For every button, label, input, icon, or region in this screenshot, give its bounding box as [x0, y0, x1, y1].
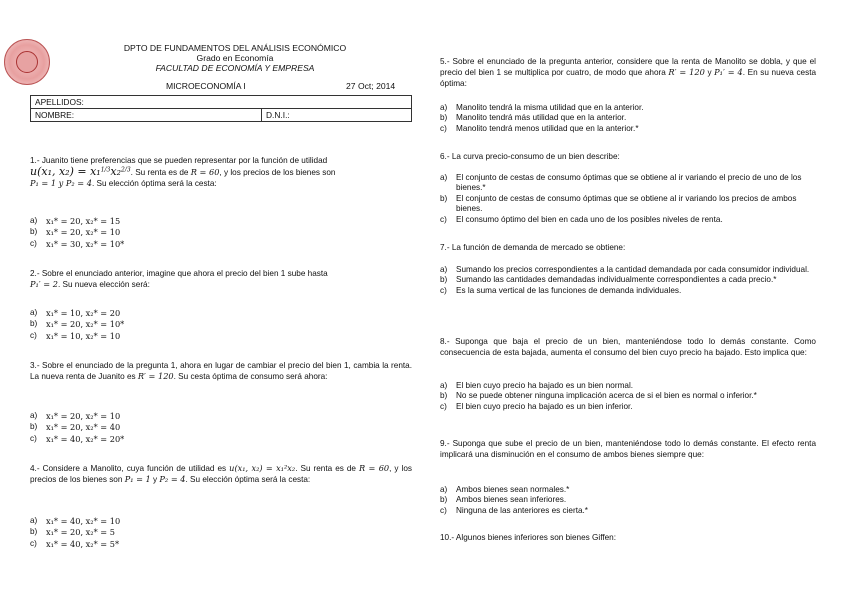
q9-options	[440, 485, 816, 516]
question-4	[30, 463, 412, 485]
q1-text-b: . Su renta es de	[130, 168, 189, 178]
q7-option-b[interactable]: b) Sumando las cantidades demandadas individualmente correspondientes a cada precio.*	[440, 275, 777, 285]
q3-options	[30, 411, 410, 445]
department-title: DPTO DE FUNDAMENTOS DEL ANÁLISIS ECONÓMICO	[123, 43, 347, 53]
q4-price2: P₂ = 4	[159, 474, 186, 485]
q7-options	[440, 265, 816, 296]
q1-x2: x₂	[110, 165, 121, 179]
q8-option-a[interactable]: a) El bien cuyo precio ha bajado es un bien normal.	[440, 381, 634, 390]
q2-statement: 2.- Sobre el enunciado anterior, imagine que ahora el precio del bien 1 sube hasta	[30, 269, 328, 278]
q1-options	[30, 216, 410, 250]
q1-income: R = 60	[190, 167, 220, 178]
question-2	[30, 268, 412, 290]
q4-price1: P₁ = 1	[124, 474, 151, 485]
q1-text-c: , y los precios de los bienes son	[219, 168, 336, 178]
question-8: 8.- Suponga que baja el precio de un bien, manteniéndose todo lo demás constante. Como consecuencia de esta bajada, aumenta el consumo del bien cuyo precio ha bajado. Esto implica que:	[440, 337, 816, 358]
nombre-field[interactable]: NOMBRE:	[31, 109, 262, 122]
q9-option-c[interactable]: c) Ninguna de las anteriores es cierta.*	[440, 505, 588, 515]
q3-text-b: . Su cesta óptima de consumo será ahora:	[173, 372, 328, 382]
q1-option-b[interactable]: b) x₁* = 20, x₂* = 10	[30, 227, 121, 238]
q2-option-c[interactable]: c) x₁* = 10, x₂* = 10	[30, 330, 121, 341]
student-id-form	[30, 95, 412, 122]
q5-income: R′ = 120	[668, 67, 705, 78]
q8-options	[440, 381, 816, 412]
q2-text-b: . Su nueva elección será:	[57, 280, 150, 290]
q5-option-c[interactable]: c) Manolito tendrá menos utilidad que en la anterior.*	[440, 123, 639, 133]
q9-option-a[interactable]: a) Ambos bienes sean normales.*	[440, 485, 570, 494]
q5-price: P₁′ = 4	[714, 67, 743, 78]
question-1	[30, 155, 412, 190]
question-9: 9.- Suponga que sube el precio de un bien, manteniéndose todo lo demás constante. El efecto renta implicará una disminución en el consumo de ambos bienes siempre que:	[440, 439, 816, 460]
faculty-title: FACULTAD DE ECONOMÍA Y EMPRESA	[155, 63, 315, 73]
q7-option-c[interactable]: c) Es la suma vertical de las funciones de demanda individuales.	[440, 285, 682, 295]
q5-y: y	[707, 68, 712, 78]
q4-utility: u(x₁, x₂) = x₁²x₂	[229, 463, 296, 473]
question-7: 7.- La función de demanda de mercado se obtiene:	[440, 243, 626, 252]
q4-income: R = 60	[358, 463, 390, 473]
q1-exp1: 1/3	[100, 166, 111, 174]
question-3	[30, 360, 412, 382]
q6-option-c[interactable]: c) El consumo óptimo del bien en cada uno de los posibles niveles de renta.	[440, 214, 723, 224]
q4-option-c[interactable]: c) x₁* = 40, x₂* = 5*	[30, 538, 120, 549]
degree-title: Grado en Economía	[196, 53, 274, 63]
q5-text-b: . En su nueva cesta óptima:	[440, 68, 817, 89]
q5-option-b[interactable]: b) Manolito tendrá más utilidad que en la anterior.	[440, 113, 627, 123]
q4-text-b: . Su renta es de	[295, 464, 356, 473]
q6-option-a[interactable]: a) El conjunto de cestas de consumo óptimas que se obtiene al ir variando el precio de uno de los bienes.*	[440, 173, 802, 193]
q2-option-b[interactable]: b) x₁* = 20, x₂* = 10*	[30, 319, 125, 330]
q3-option-b[interactable]: b) x₁* = 20, x₂* = 40	[30, 422, 121, 433]
q2-options	[30, 308, 410, 342]
q5-option-a[interactable]: a) Manolito tendrá la misma utilidad que en la anterior.	[440, 103, 644, 112]
university-seal-logo	[4, 39, 50, 85]
q4-y: y	[153, 475, 158, 485]
question-6: 6.- La curva precio-consumo de un bien describe:	[440, 152, 620, 161]
q2-option-a[interactable]: a) x₁* = 10, x₂* = 20	[30, 308, 121, 318]
q4-option-a[interactable]: a) x₁* = 40, x₂* = 10	[30, 516, 121, 526]
q1-utility: u(x₁, x₂) = x₁	[30, 165, 101, 179]
q8-option-c[interactable]: c) El bien cuyo precio ha bajado es un bien inferior.	[440, 401, 633, 411]
q3-option-c[interactable]: c) x₁* = 40, x₂* = 20*	[30, 433, 125, 444]
q4-text-c: , y los precios de los bienes son	[30, 464, 412, 485]
dni-field[interactable]: D.N.I.:	[262, 109, 412, 122]
q1-exp2: 2/3	[121, 166, 131, 174]
q3-option-a[interactable]: a) x₁* = 20, x₂* = 10	[30, 411, 121, 421]
q4-options	[30, 516, 410, 550]
seal-center	[16, 51, 38, 73]
q1-prices: P₁ = 1 y P₂ = 4	[30, 178, 92, 189]
q4-text-d: . Su elección óptima será la cesta:	[185, 475, 311, 485]
course-title: MICROECONOMÍA I	[166, 81, 246, 91]
q3-income: R′ = 120	[137, 371, 174, 382]
q4-option-b[interactable]: b) x₁* = 20, x₂* = 5	[30, 527, 115, 538]
q3-statement: 3.- Sobre el enunciado de la pregunta 1, ahora en lugar de cambiar el precio del bien 1, cambia la renta. La nueva renta de Juanito es	[30, 361, 412, 382]
q4-statement: 4.- Considere a Manolito, cuya función de utilidad es	[30, 464, 227, 473]
q2-price: P₁′ = 2	[30, 279, 58, 290]
question-10: 10.- Algunos bienes inferiores son bienes Giffen:	[440, 533, 616, 542]
q9-option-b[interactable]: b) Ambos bienes sean inferiores.	[440, 495, 567, 505]
q5-statement: 5.- Sobre el enunciado de la pregunta anterior, considere que la renta de Manolito se dobla, y que el precio del bien 1 se multiplica por cuatro, de modo que ahora	[440, 57, 816, 78]
question-5	[440, 56, 816, 90]
apellidos-field[interactable]: APELLIDOS:	[31, 96, 412, 109]
q5-options	[440, 103, 816, 134]
q1-text-d: . Su elección óptima será la cesta:	[91, 179, 217, 189]
q8-option-b[interactable]: b) No se puede obtener ninguna implicación acerca de si el bien es normal o inferior.*	[440, 391, 757, 401]
q1-statement: 1.- Juanito tiene preferencias que se pueden representar por la función de utilidad	[30, 156, 328, 165]
q1-option-a[interactable]: a) x₁* = 20, x₂* = 15	[30, 216, 121, 226]
exam-date: 27 Oct; 2014	[346, 81, 396, 91]
q6-options	[440, 173, 816, 225]
q1-option-c[interactable]: c) x₁* = 30, x₂* = 10*	[30, 238, 125, 249]
q6-option-b[interactable]: b) El conjunto de cestas de consumo óptimas que se obtiene al ir variando los precios de ambos bienes.	[440, 193, 797, 214]
q7-option-a[interactable]: a) Sumando los precios correspondientes a la cantidad demandada por cada consumidor individual.	[440, 265, 810, 274]
